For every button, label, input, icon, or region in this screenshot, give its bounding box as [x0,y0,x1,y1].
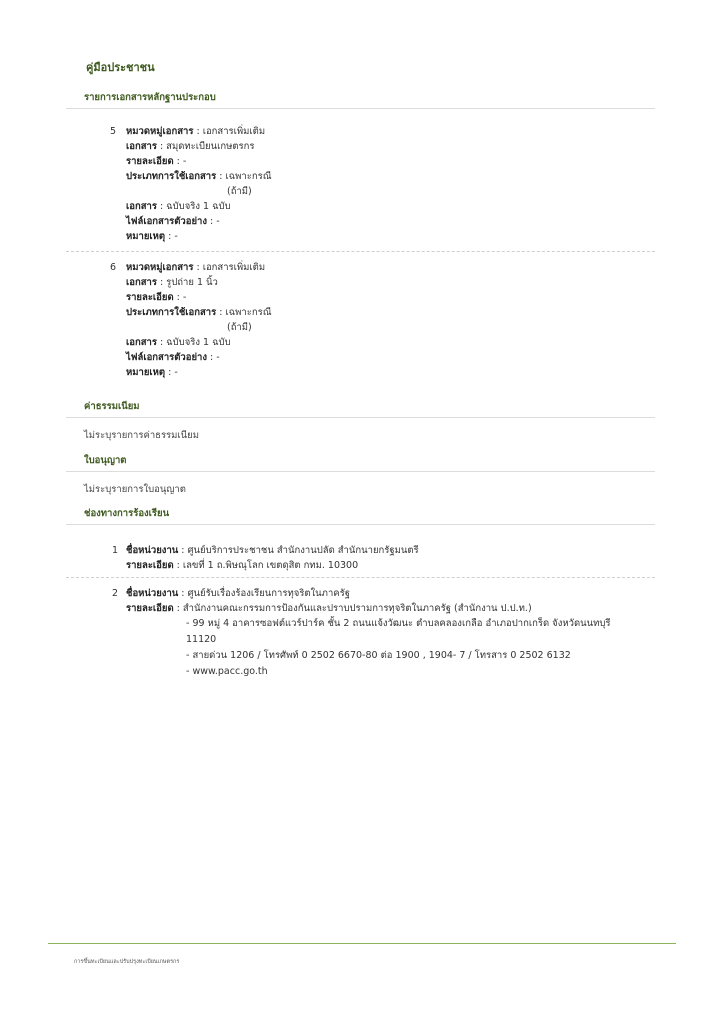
document-entry: หมวดหมู่เอกสาร : เอกสารเพิ่มเติม เอกสาร : รูปถ่าย 1 นิ้ว รายละเอียด : - ประเภทการใช้เอกสาร : เฉพาะกรณี (ถ้ามี) เอกสาร : ฉบับจริง 1 ฉบับ ไฟล์เอกสารตัวอย่าง : - หมายเหตุ : - [126,262,272,378]
usage-value: เฉพาะกรณี [225,171,272,182]
sample-file-label: ไฟล์เอกสารตัวอย่าง [126,352,208,363]
phone-line: - สายด่วน 1206 / โทรศัพท์ 0 2502 6670-80 ต่อ 1900 , 1904- 7 / โทรสาร 0 2502 6132 [186,650,571,661]
document-entry: หมวดหมู่เอกสาร : เอกสารเพิ่มเติม เอกสาร : สมุดทะเบียนเกษตรกร รายละเอียด : - ประเภทการใช้เอกสาร : เฉพาะกรณี (ถ้ามี) เอกสาร : ฉบับจริง 1 ฉบับ ไฟล์เอกสารตัวอย่าง : - หมายเหตุ : - [126,126,272,242]
detail-value: เลขที่ 1 ถ.พิษณุโลก เขตดุสิต กทม. 10300 [182,560,359,571]
remark-value: - [174,367,178,378]
footer-text: การขึ้นทะเบียนและปรับปรุงทะเบียนเกษตรกร [74,959,180,965]
fees-heading: ค่าธรรมเนียม [84,401,140,412]
agency-value: ศูนย์รับเรื่องร้องเรียนการทุจริตในภาครัฐ [187,588,350,599]
detail-label: รายละเอียด [126,560,174,571]
complaint-heading: ช่องทางการร้องเรียน [84,508,170,519]
copies-value: ฉบับจริง 1 ฉบับ [166,337,231,348]
remark-label: หมายเหตุ [126,367,166,378]
detail-value: สำนักงานคณะกรรมการป้องกันและปราบปรามการทุจริตในภาครัฐ (สำนักงาน ป.ป.ท.) [182,603,532,614]
usage-value: เฉพาะกรณี [225,307,272,318]
complaint-number: 2 [112,588,119,599]
footer-divider [48,943,676,944]
document-label: เอกสาร [126,277,157,288]
category-value: เอกสารเพิ่มเติม [202,126,266,137]
address-line: - 99 หมู่ 4 อาคารซอฟต์แวร์ปาร์ค ชั้น 2 ถนนแจ้งวัฒนะ ตำบลคลองเกลือ อำเภอปากเกร็ด จังหวัดนนทบุรี [186,618,611,629]
copies-label: เอกสาร [126,337,157,348]
detail-value: - [182,292,187,303]
category-label: หมวดหมู่เอกสาร [126,126,194,137]
fees-text: ไม่ระบุรายการค่าธรรมเนียม [84,430,199,441]
license-heading: ใบอนุญาต [84,455,127,466]
section-divider [66,471,655,472]
detail-value: - [182,156,187,167]
license-text: ไม่ระบุรายการใบอนุญาต [84,484,186,495]
documents-heading: รายการเอกสารหลักฐานประกอบ [84,92,216,103]
detail-label: รายละเอียด [126,603,174,614]
category-label: หมวดหมู่เอกสาร [126,262,194,273]
document-number: 6 [110,262,117,273]
sample-file-value: - [216,216,220,227]
complaint-entry: ชื่อหน่วยงาน : ศูนย์รับเรื่องร้องเรียนการทุจริตในภาครัฐ รายละเอียด : สำนักงานคณะกรรมการป้องกันและปราบปรามการทุจริตในภาครัฐ (สำนักงาน ป.ป.ท.) [126,588,532,614]
usage-note: (ถ้ามี) [227,186,252,197]
document-value: สมุดทะเบียนเกษตรกร [166,141,255,152]
section-divider [66,108,655,109]
remark-label: หมายเหตุ [126,231,166,242]
usage-label: ประเภทการใช้เอกสาร [126,307,217,318]
document-label: เอกสาร [126,141,157,152]
complaint-entry: ชื่อหน่วยงาน : ศูนย์บริการประชาชน สำนักงานปลัด สำนักนายกรัฐมนตรี รายละเอียด : เลขที่ 1 ถ.พิษณุโลก เขตดุสิต กทม. 10300 [126,545,419,571]
detail-label: รายละเอียด [126,156,174,167]
agency-label: ชื่อหน่วยงาน [126,588,179,599]
usage-label: ประเภทการใช้เอกสาร [126,171,217,182]
section-divider [66,524,655,525]
usage-note: (ถ้ามี) [227,322,252,333]
section-divider [66,417,655,418]
remark-value: - [174,231,178,242]
postal-code-line: 11120 [186,634,217,645]
website-line: - www.pacc.go.th [186,666,268,677]
agency-label: ชื่อหน่วยงาน [126,545,179,556]
detail-label: รายละเอียด [126,292,174,303]
document-number: 5 [110,126,117,137]
complaint-detail-lines [186,616,611,680]
copies-label: เอกสาร [126,201,157,212]
sample-file-value: - [216,352,220,363]
copies-value: ฉบับจริง 1 ฉบับ [166,201,231,212]
item-divider [66,251,655,252]
document-value: รูปถ่าย 1 นิ้ว [166,277,218,288]
item-divider [66,577,655,578]
category-value: เอกสารเพิ่มเติม [202,262,266,273]
sample-file-label: ไฟล์เอกสารตัวอย่าง [126,216,208,227]
complaint-number: 1 [112,545,119,556]
page-title: คู่มือประชาชน [86,61,155,74]
agency-value: ศูนย์บริการประชาชน สำนักงานปลัด สำนักนายกรัฐมนตรี [187,545,419,556]
